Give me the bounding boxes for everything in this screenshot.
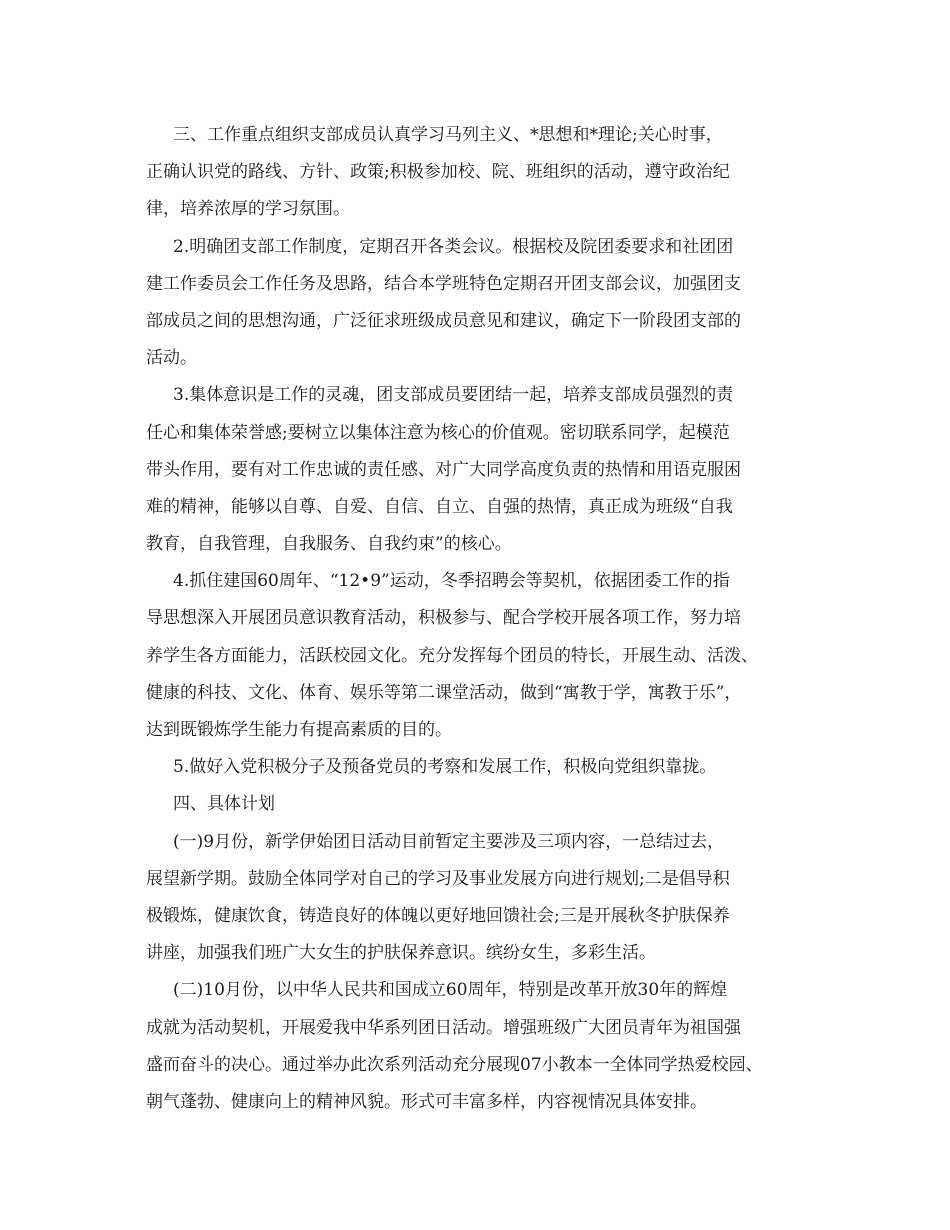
text-line: 讲座，加强我们班广大女生的护肤保养意识。缤纷女生，多彩生活。 (146, 943, 656, 964)
text-line: 成就为活动契机，开展爱我中华系列团日活动。增强班级广大团员青年为祖国强 (146, 1017, 741, 1038)
text-line: (二)10月份，以中华人民共和国成立60周年，特别是改革开放30年的辉煌 (173, 980, 728, 1001)
paragraph (146, 824, 826, 973)
paragraph (146, 229, 826, 378)
text-line: (一)9月份，新学伊始团日活动目前暂定主要涉及三项内容，一总结过去， (173, 831, 725, 852)
paragraph (146, 563, 826, 749)
text-line: 活动。 (146, 348, 197, 369)
text-line: 带头作用，要有对工作忠诚的责任感、对广大同学高度负责的热情和用语克服困 (146, 459, 741, 480)
text-line: 建工作委员会工作任务及思路，结合本学班特色定期召开团支部会议，加强团支 (146, 273, 741, 294)
document-body (146, 117, 826, 1121)
text-line: 健康的科技、文化、体育、娱乐等第二课堂活动，做到“寓教于学，寓教于乐”， (146, 682, 742, 703)
text-line: 教育，自我管理，自我服务、自我约束”的核心。 (146, 534, 512, 555)
text-line: 养学生各方面能力，活跃校园文化。充分发挥每个团员的特长，开展生动、活泼、 (146, 645, 758, 666)
paragraph (146, 786, 826, 823)
paragraph (146, 972, 826, 1121)
text-line: 难的精神，能够以自尊、自爱、自信、自立、自强的热情，真正成为班级“自我 (146, 496, 733, 517)
text-line: 2.明确团支部工作制度，定期召开各类会议。根据校及院团委要求和社团团 (173, 236, 734, 257)
text-line: 4.抓住建国60周年、“12•9”运动，冬季招聘会等契机，依据团委工作的指 (173, 571, 730, 592)
text-line: 任心和集体荣誉感;要树立以集体注意为核心的价值观。密切联系同学，起模范 (146, 422, 730, 443)
text-line: 朝气蓬勃、健康向上的精神风貌。形式可丰富多样，内容视情况具体安排。 (146, 1091, 707, 1112)
text-line: 导思想深入开展团员意识教育活动，积极参与、配合学校开展各项工作，努力培 (146, 608, 741, 629)
text-line: 四、具体计划 (173, 794, 275, 815)
text-line: 达到既锻炼学生能力有提高素质的目的。 (146, 720, 452, 740)
text-line: 律，培养浓厚的学习氛围。 (146, 199, 350, 220)
text-line: 极锻炼，健康饮食，铸造良好的体魄以更好地回馈社会;三是开展秋冬护肤保养 (146, 905, 730, 926)
text-line: 正确认识党的路线、方针、政策;积极参加校、院、班组织的活动，遵守政治纪 (146, 162, 730, 183)
paragraph (146, 117, 826, 229)
text-line: 展望新学期。鼓励全体同学对自己的学习及事业发展方向进行规划;二是倡导积 (146, 868, 730, 889)
text-line: 3.集体意识是工作的灵魂，团支部成员要团结一起，培养支部成员强烈的责 (173, 385, 734, 406)
text-line: 三、工作重点组织支部成员认真学习马列主义、*思想和*理论;关心时事， (173, 125, 723, 145)
text-line: 部成员之间的思想沟通，广泛征求班级成员意见和建议，确定下一阶段团支部的 (146, 310, 741, 331)
text-line: 5.做好入党积极分子及预备党员的考察和发展工作，积极向党组织靠拢。 (173, 757, 717, 778)
paragraph (146, 377, 826, 563)
text-line: 盛而奋斗的决心。通过举办此次系列活动充分展现07小教本一全体同学热爱校园、 (146, 1054, 763, 1075)
paragraph (146, 749, 826, 786)
